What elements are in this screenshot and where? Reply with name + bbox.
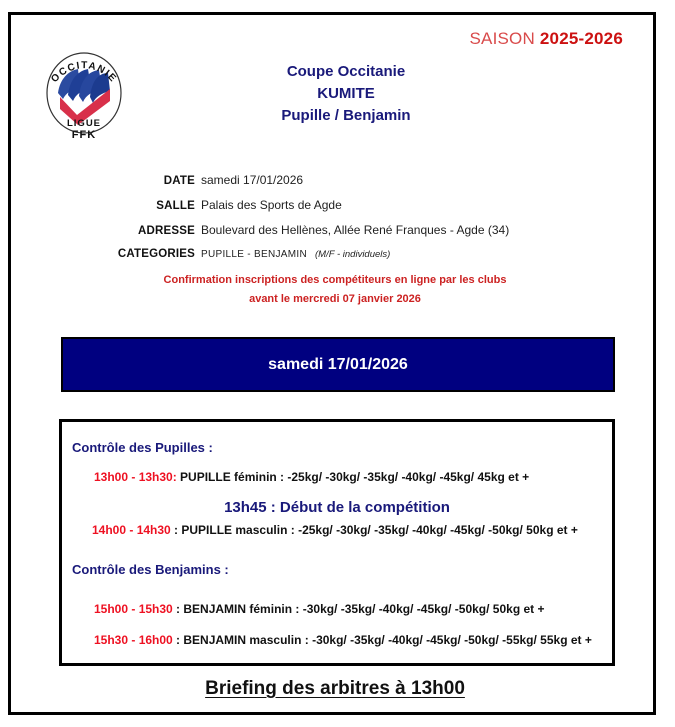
season-years: 2025-2026 <box>539 29 623 48</box>
page-title <box>181 61 511 127</box>
info-row-adresse <box>11 223 659 237</box>
info-row-categories <box>11 248 659 260</box>
occitanie-ffk-logo <box>36 43 132 143</box>
schedule-time-benjamin-masculin: 15h30 - 16h00 <box>94 633 173 647</box>
title-line-2: KUMITE <box>317 85 375 102</box>
logo-ligue-text: LIGUE <box>66 118 102 129</box>
schedule-time-benjamin-feminin: 15h00 - 15h30 <box>94 602 173 616</box>
info-value-salle: Palais des Sports de Agde <box>201 198 342 212</box>
schedule-box <box>59 419 615 666</box>
title-line-1: Coupe Occitanie <box>286 63 406 80</box>
season-header <box>470 29 624 49</box>
referee-briefing-text: Briefing des arbitres à 13h00 <box>205 678 465 699</box>
section-heading-benjamins: Contrôle des Benjamins : <box>72 562 229 577</box>
info-label-date: DATE <box>163 175 195 187</box>
notice-line-2: avant le mercredi 07 janvier 2026 <box>249 293 421 305</box>
schedule-row-benjamin-masculin <box>94 633 592 647</box>
schedule-text-benjamin-masculin: : BENJAMIN masculin : -30kg/ -35kg/ -40kg/ -45kg/ -50kg/ -55kg/ 55kg et + <box>172 633 592 647</box>
date-banner <box>61 337 615 392</box>
competition-start-highlight: 13h45 : Début de la compétition <box>224 499 450 516</box>
logo-arc-text: OCCITANIE <box>49 60 119 85</box>
schedule-row-pupille-feminin <box>94 470 529 484</box>
notice-line-1: Confirmation inscriptions des compétiteurs en ligne par les clubs <box>163 274 507 286</box>
info-row-date <box>11 173 659 187</box>
schedule-row-benjamin-feminin <box>94 602 545 616</box>
logo-ffk-text: FFK <box>71 129 97 141</box>
schedule-row-pupille-masculin <box>92 523 578 537</box>
info-label-salle: SALLE <box>156 200 195 212</box>
document-frame <box>8 12 656 715</box>
info-row-salle <box>11 198 659 212</box>
logo-svg <box>36 43 132 143</box>
info-value-date: samedi 17/01/2026 <box>201 173 304 187</box>
title-line-3: Pupille / Benjamin <box>281 107 411 124</box>
info-label-adresse: ADRESSE <box>138 225 195 237</box>
info-label-categories: CATEGORIES <box>117 248 195 260</box>
registration-notice <box>11 271 659 309</box>
info-note-categories: (M/F - individuels) <box>314 249 391 260</box>
season-label: SAISON <box>469 29 535 48</box>
schedule-text-benjamin-feminin: : BENJAMIN féminin : -30kg/ -35kg/ -40kg/ -45kg/ -50kg/ 50kg et + <box>172 602 545 616</box>
referee-briefing-footer <box>11 678 659 700</box>
schedule-time-pupille-feminin: 13h00 - 13h30: <box>94 470 177 484</box>
schedule-time-pupille-masculin: 14h00 - 14h30 <box>92 523 171 537</box>
info-value-categories: PUPILLE - BENJAMIN <box>201 249 307 260</box>
schedule-text-pupille-feminin: PUPILLE féminin : -25kg/ -30kg/ -35kg/ -40kg/ -45kg/ 45kg et + <box>176 470 530 484</box>
date-banner-text: samedi 17/01/2026 <box>268 355 408 373</box>
event-info-block <box>11 173 659 271</box>
schedule-text-pupille-masculin: : PUPILLE masculin : -25kg/ -30kg/ -35kg/ -40kg/ -45kg/ -50kg/ 50kg et + <box>170 523 578 537</box>
section-heading-pupilles: Contrôle des Pupilles : <box>72 440 213 455</box>
info-value-adresse: Boulevard des Hellènes, Allée René Franques - Agde (34) <box>201 223 510 237</box>
